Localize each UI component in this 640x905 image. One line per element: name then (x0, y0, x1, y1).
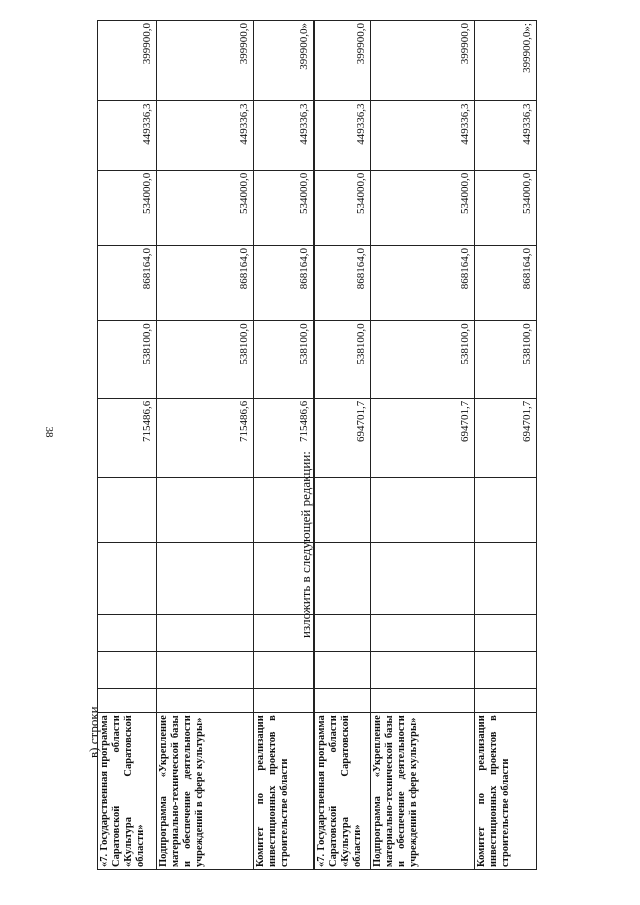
empty-cell (371, 652, 475, 689)
empty-cell (98, 614, 157, 652)
empty-cell (157, 688, 254, 712)
table-row (157, 21, 254, 870)
value-cell: 534000,0 (315, 170, 371, 245)
value-cell: 449336,3 (371, 101, 475, 170)
value-cell: 534000,0 (157, 170, 254, 245)
empty-cell (371, 688, 475, 712)
empty-cell (475, 543, 537, 614)
empty-cell (315, 614, 371, 652)
row-name-cell: Подпрограмма «Укрепление материально-технической базы и обеспечение деятельности учреждений в сфере культуры» (157, 713, 254, 870)
empty-cell (254, 688, 314, 712)
empty-cell (157, 614, 254, 652)
value-cell: 399900,0 (98, 21, 157, 102)
value-cell: 399900,0»; (475, 21, 537, 102)
row-name-cell: «7. Государственная программа Саратовской области «Культура Саратовской области» (315, 713, 371, 870)
table-row (371, 21, 475, 870)
table-row (315, 21, 371, 870)
value-cell: 538100,0 (371, 321, 475, 398)
table-row (475, 21, 537, 870)
row-name-cell: «7. Государственная программа Саратовской области «Культура Саратовской области» (98, 713, 157, 870)
empty-cell (254, 652, 314, 689)
value-cell: 534000,0 (254, 170, 314, 245)
value-cell: 534000,0 (371, 170, 475, 245)
row-name-cell: Комитет по реализации инвестиционных проектов в строительстве области (254, 713, 314, 870)
value-cell: 868164,0 (254, 246, 314, 321)
empty-cell (98, 543, 157, 614)
empty-cell (475, 688, 537, 712)
value-cell: 449336,3 (475, 101, 537, 170)
empty-cell (371, 478, 475, 543)
value-cell: 868164,0 (371, 246, 475, 321)
page-number: 38 (43, 426, 55, 438)
value-cell: 715486,6 (157, 398, 254, 477)
empty-cell (315, 652, 371, 689)
value-cell: 534000,0 (98, 170, 157, 245)
value-cell: 538100,0 (254, 321, 314, 398)
empty-cell (475, 478, 537, 543)
empty-cell (371, 543, 475, 614)
value-cell: 449336,3 (254, 101, 314, 170)
value-cell: 538100,0 (98, 321, 157, 398)
empty-cell (98, 652, 157, 689)
section-after-label: изложить в следующей редакции: (298, 451, 313, 638)
value-cell: 449336,3 (315, 101, 371, 170)
empty-cell (475, 614, 537, 652)
value-cell: 868164,0 (475, 246, 537, 321)
empty-cell (98, 478, 157, 543)
value-cell: 449336,3 (157, 101, 254, 170)
value-cell: 868164,0 (98, 246, 157, 321)
empty-cell (371, 614, 475, 652)
empty-cell (157, 478, 254, 543)
table-after (314, 20, 537, 870)
table-row (98, 21, 157, 870)
section-before-label: в) строки (86, 706, 101, 758)
value-cell: 449336,3 (98, 101, 157, 170)
empty-cell (315, 478, 371, 543)
value-cell: 694701,7 (475, 398, 537, 477)
row-name-cell: Подпрограмма «Укрепление материально-технической базы и обеспечение деятельности учреждений в сфере культуры» (371, 713, 475, 870)
table-row (254, 21, 314, 870)
table-before (97, 20, 314, 870)
empty-cell (315, 688, 371, 712)
value-cell: 399900,0 (371, 21, 475, 102)
value-cell: 538100,0 (475, 321, 537, 398)
value-cell: 868164,0 (315, 246, 371, 321)
value-cell: 715486,6 (254, 398, 314, 477)
empty-cell (475, 652, 537, 689)
value-cell: 534000,0 (475, 170, 537, 245)
value-cell: 715486,6 (98, 398, 157, 477)
value-cell: 868164,0 (157, 246, 254, 321)
empty-cell (315, 543, 371, 614)
row-name-cell: Комитет по реализации инвестиционных проектов в строительстве области (475, 713, 537, 870)
empty-cell (157, 543, 254, 614)
value-cell: 399900,0 (315, 21, 371, 102)
value-cell: 694701,7 (371, 398, 475, 477)
empty-cell (157, 652, 254, 689)
value-cell: 694701,7 (315, 398, 371, 477)
value-cell: 399900,0 (157, 21, 254, 102)
value-cell: 399900,0» (254, 21, 314, 102)
value-cell: 538100,0 (157, 321, 254, 398)
empty-cell (98, 688, 157, 712)
value-cell: 538100,0 (315, 321, 371, 398)
